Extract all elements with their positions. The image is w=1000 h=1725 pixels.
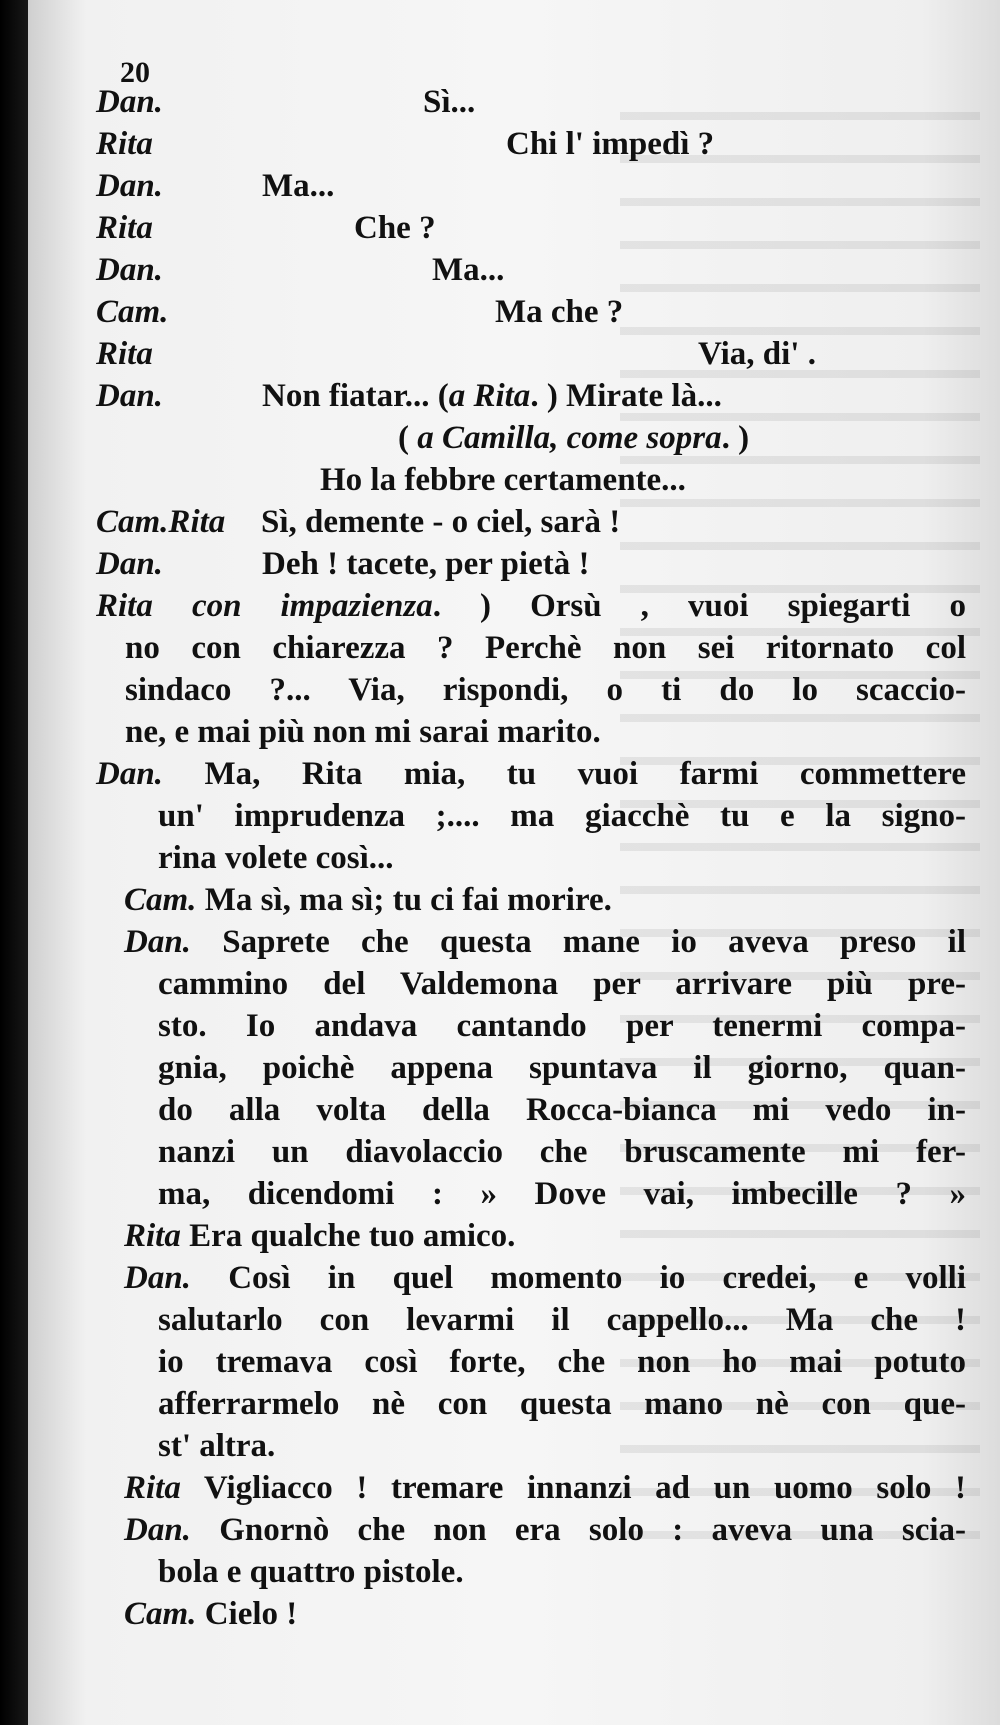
dialogue-text: Via, di' . (698, 336, 816, 372)
dialogue-text: Non fiatar... (a Rita. ) Mirate là... (262, 378, 722, 414)
scan-shadow (0, 0, 30, 1725)
stage-direction: con impazienza (191, 588, 433, 624)
speaker-label: Cam. (124, 882, 197, 918)
dialogue-continuation: nanzi un diavolaccio che bruscamente mi fer- (158, 1134, 966, 1170)
dialogue-line: Dan. Saprete che questa mane io aveva preso il (124, 924, 967, 960)
stage-direction: a Camilla, come sopra (417, 420, 722, 456)
dialogue-continuation: un' imprudenza ;.... ma giacchè tu e la signo- (158, 798, 966, 834)
dialogue-continuation: gnia, poichè appena spuntava il giorno, quan- (158, 1050, 966, 1086)
dialogue-line: Rita con impazienza. ) Orsù , vuoi spiegarti o (96, 588, 966, 624)
dialogue-text: Ho la febbre certamente... (320, 462, 686, 498)
page-number: 20 (120, 56, 150, 89)
dialogue-text: Sì... (423, 84, 476, 120)
page-content (28, 0, 1000, 1725)
stage-direction-line: ( a Camilla, come sopra. ) (398, 420, 750, 456)
dialogue-continuation: do alla volta della Rocca-bianca mi vedo in- (158, 1092, 966, 1128)
dialogue-continuation: io tremava così forte, che non ho mai potuto (158, 1344, 966, 1380)
dialogue-continuation: st' altra. (158, 1428, 276, 1464)
dialogue-line: Dan. Gnornò che non era solo : aveva una scia- (124, 1512, 966, 1548)
speaker-label: Dan. (96, 168, 163, 204)
dialogue-text: Ma... (432, 252, 505, 288)
dialogue-line: Rita Era qualche tuo amico. (124, 1218, 516, 1254)
dialogue-continuation: ne, e mai più non mi sarai marito. (125, 714, 601, 750)
dialogue-continuation: no con chiarezza ? Perchè non sei ritornato col (125, 630, 966, 666)
dialogue-continuation: bola e quattro pistole. (158, 1554, 464, 1590)
speaker-label: Dan. (96, 378, 163, 414)
dialogue-text: Chi l' impedì ? (506, 126, 715, 162)
speaker-label: Cam.Rita (96, 504, 226, 540)
dialogue-continuation: sto. Io andava cantando per tenermi compa- (158, 1008, 966, 1044)
speaker-label: Dan. (124, 924, 191, 960)
speaker-label: Rita (124, 1218, 181, 1254)
speaker-label: Rita (96, 588, 153, 624)
stage-direction: a Rita (448, 378, 531, 414)
speaker-label: Dan. (124, 1260, 191, 1296)
speaker-label: Cam. (96, 294, 169, 330)
dialogue-line: Dan. Ma, Rita mia, tu vuoi farmi commettere (96, 756, 966, 792)
speaker-label: Dan. (96, 252, 163, 288)
dialogue-text: Deh ! tacete, per pietà ! (262, 546, 590, 582)
speaker-label: Dan. (96, 84, 163, 120)
dialogue-line: Rita Vigliacco ! tremare innanzi ad un uomo solo ! (124, 1470, 967, 1506)
dialogue-continuation: afferrarmelo nè con questa mano nè con que- (158, 1386, 966, 1422)
dialogue-text: Sì, demente - o ciel, sarà ! (261, 504, 621, 540)
dialogue-continuation: cammino del Valdemona per arrivare più pre- (158, 966, 966, 1002)
dialogue-line: Cam. Ma sì, ma sì; tu ci fai morire. (124, 882, 612, 918)
speaker-label: Rita (96, 210, 153, 246)
speaker-label: Dan. (96, 546, 163, 582)
book-page (28, 0, 1000, 1725)
dialogue-line: Dan. Così in quel momento io credei, e volli (124, 1260, 966, 1296)
speaker-label: Rita (96, 126, 153, 162)
dialogue-text: Ma che ? (495, 294, 624, 330)
dialogue-continuation: rina volete così... (158, 840, 394, 876)
speaker-label: Cam. (124, 1596, 197, 1632)
dialogue-text: Ma... (262, 168, 335, 204)
dialogue-continuation: ma, dicendomi : » Dove vai, imbecille ? » (158, 1176, 966, 1212)
dialogue-line: Cam. Cielo ! (124, 1596, 298, 1632)
speaker-label: Dan. (96, 756, 163, 792)
dialogue-line (96, 82, 163, 122)
speaker-label: Dan. (124, 1512, 191, 1548)
dialogue-continuation: sindaco ?... Via, rispondi, o ti do lo scaccio- (125, 672, 966, 708)
dialogue-text: Che ? (354, 210, 436, 246)
dialogue-continuation: salutarlo con levarmi il cappello... Ma che ! (158, 1302, 966, 1338)
speaker-label: Rita (96, 336, 153, 372)
speaker-label: Rita (124, 1470, 181, 1506)
